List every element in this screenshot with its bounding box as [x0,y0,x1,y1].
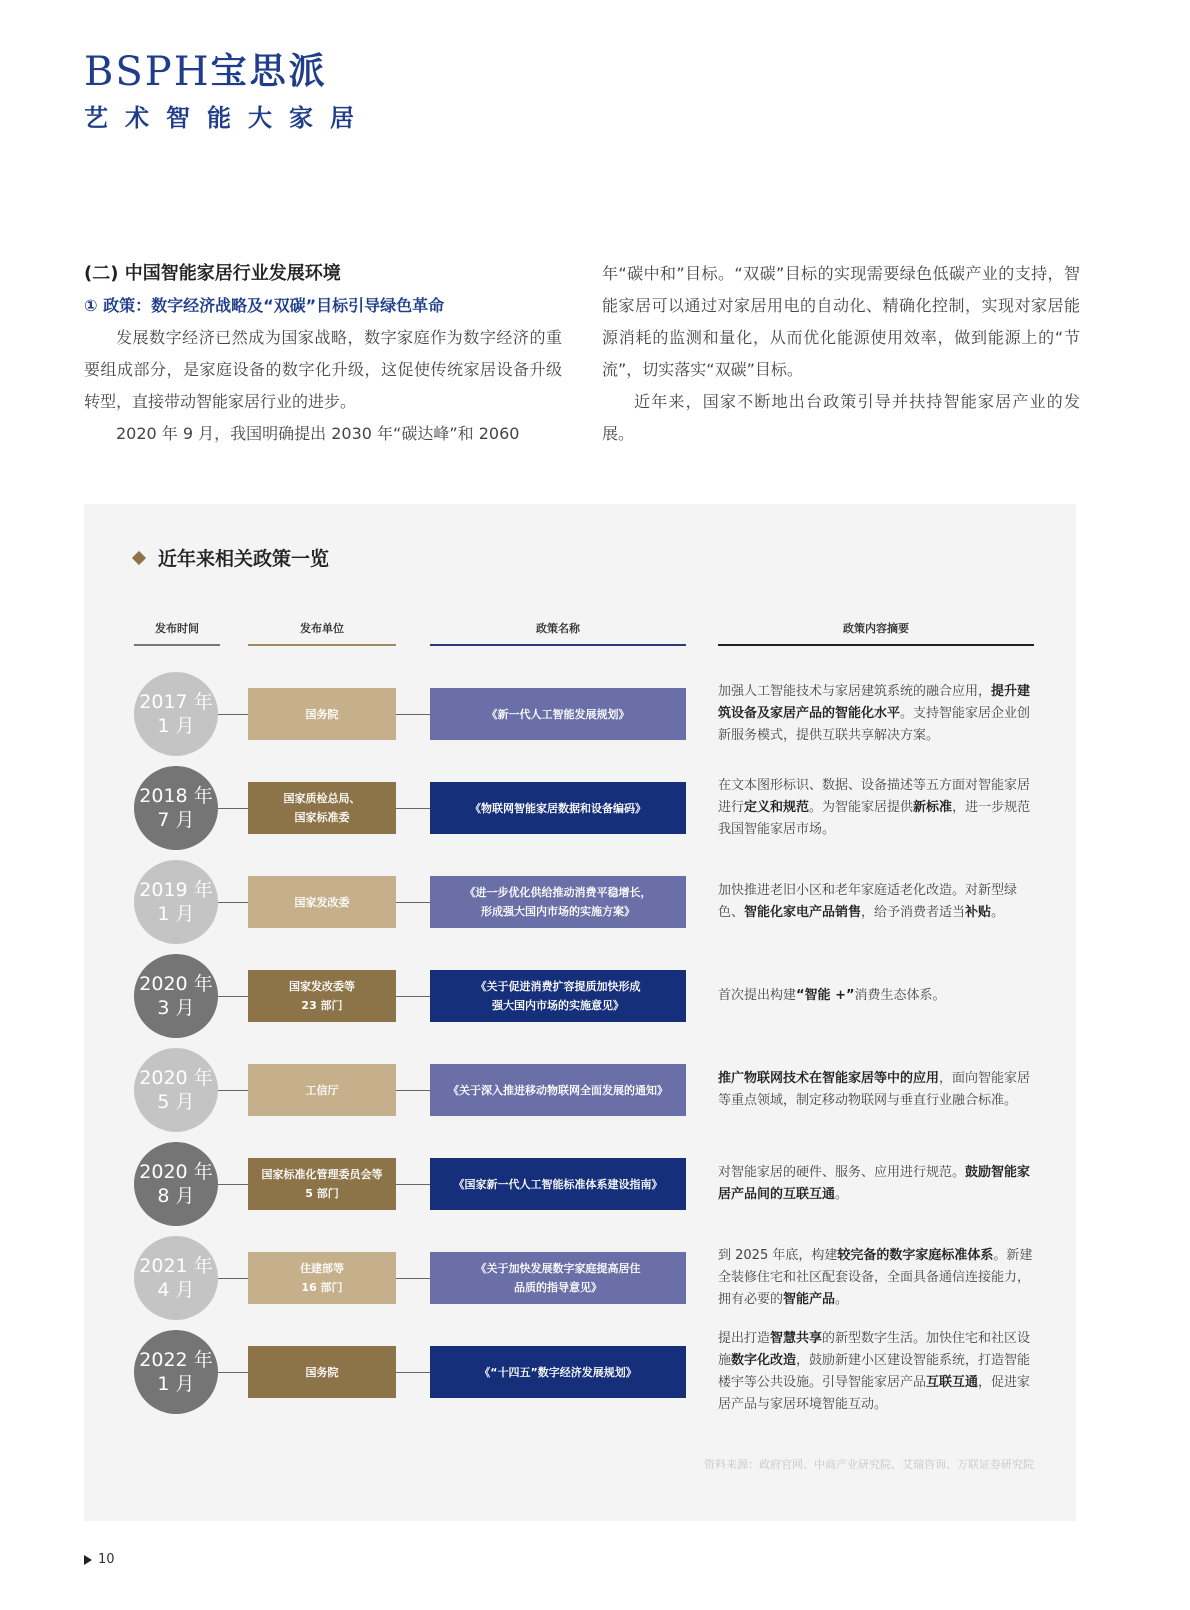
date-month: 1 月 [157,1373,195,1395]
section-heading: (二) 中国智能家居行业发展环境 [84,263,341,284]
policy-name-text: 形成强大国内市场的实施方案》 [481,905,635,918]
policy-name-box [430,1158,686,1210]
date-month: 5 月 [157,1091,195,1113]
issuer-text: 国家标准化管理委员会等 [261,1168,383,1181]
summary-highlight: 智能化家电产品销售 [744,905,862,920]
policy-name-box [430,1346,686,1398]
policy-row [84,1044,1076,1136]
summary-highlight: 较完备的数字家庭标准体系 [837,1248,994,1263]
date-circle [134,766,218,850]
issuer-box [248,970,396,1022]
summary-text: 。为智能家居提供 [809,800,914,815]
summary-highlight: 智能产品 [783,1292,836,1307]
connector-line [218,1278,248,1279]
summary-highlight: “智能 +” [796,988,855,1003]
date-month: 1 月 [157,903,195,925]
date-year: 2022 年 [139,1349,213,1371]
section-subheading: ① 政策：数字经济战略及“双碳”目标引导绿色革命 [84,296,445,315]
diamond-icon [132,550,146,564]
policy-summary [718,1245,1034,1311]
issuer-box [248,688,396,740]
connector-line [396,1184,430,1185]
summary-text: 加强人工智能技术与家居建筑系统的融合应用， [718,684,992,699]
summary-text: 。 [991,905,1005,920]
policy-row [84,856,1076,948]
date-circle [134,860,218,944]
issuer-text: 国家发改委 [294,895,350,909]
issuer-text: 16 部门 [301,1281,343,1294]
policy-name-box [430,688,686,740]
paragraph-4: 近年来，国家不断地出台政策引导并扶持智能家居产业的发展。 [602,392,1080,443]
paragraph-2: 2020 年 9 月，我国明确提出 2030 年“碳达峰”和 2060 [116,424,520,443]
issuer-text: 工信厅 [305,1083,339,1097]
policy-name-box [430,1064,686,1116]
connector-line [218,902,248,903]
connector-line [396,1278,430,1279]
issuer-box [248,1252,396,1304]
policy-name-text: 《进一步优化供给推动消费平稳增长， [464,886,652,899]
connector-line [218,1184,248,1185]
issuer-text: 国家质检总局、 [283,792,361,805]
policy-name-box [430,782,686,834]
summary-text: ，面向智能家居等重点领域，制定移动物联网与垂直行业融合标准。 [718,1071,1031,1108]
issuer-box [248,1064,396,1116]
date-year: 2018 年 [139,785,213,807]
article-left-column [84,258,562,450]
panel-title [134,544,329,571]
summary-text: 首次提出构建 [718,988,797,1003]
source-note: 资料来源：政府官网、中商产业研究院、艾瑞咨询、万联证券研究院 [704,1458,1034,1471]
policy-row [84,1138,1076,1230]
header-time: 发布时间 [134,620,220,646]
policy-name-text: 《国家新一代人工智能标准体系建设指南》 [453,1177,663,1191]
summary-text: 在文本图形标识、数据、设备描述等五方面对智能家居进行 [718,778,1031,815]
date-circle [134,954,218,1038]
date-month: 7 月 [157,809,195,831]
policy-name-text: 《关于深入推进移动物联网全面发展的通知》 [448,1083,668,1097]
summary-text: 加快推进老旧小区和老年家庭适老化改造。对新型绿色、 [718,883,1018,920]
date-circle [134,672,218,756]
policy-name-text: 强大国内市场的实施意见》 [492,999,624,1012]
issuer-box [248,782,396,834]
header-summary: 政策内容摘要 [718,620,1034,646]
policy-name-box [430,876,686,928]
policy-name-text: 品质的指导意见》 [514,1281,602,1294]
issuer-text: 国家发改委等 [289,980,355,993]
header-name: 政策名称 [430,620,686,646]
summary-text: 对智能家居的硬件、服务、应用进行规范。 [718,1165,966,1180]
issuer-text: 住建部等 [300,1262,344,1275]
date-month: 4 月 [157,1279,195,1301]
connector-line [396,1372,430,1373]
connector-line [218,1090,248,1091]
policy-name-text: 《关于促进消费扩容提质加快形成 [475,980,641,993]
summary-highlight: 新标准 [913,800,953,815]
date-month: 1 月 [157,715,195,737]
summary-highlight: 提升建筑设备及家居产品的智能化水平 [718,684,1031,721]
summary-highlight: 补贴 [965,905,992,920]
summary-highlight: 互联互通 [926,1375,979,1390]
issuer-text: 5 部门 [305,1187,339,1200]
issuer-text: 国务院 [305,707,339,721]
issuer-text: 国务院 [305,1365,339,1379]
policy-panel [84,504,1076,1521]
policy-name-box [430,1252,686,1304]
policy-name-box [430,970,686,1022]
policy-summary [718,880,1034,924]
policy-row [84,762,1076,854]
date-month: 3 月 [157,997,195,1019]
paragraph-3: 年“碳中和”目标。“双碳”目标的实现需要绿色低碳产业的支持，智能家居可以通过对家居用电的自动化、精确化控制，实现对家居能源消耗的监测和量化，从而优化能源使用效率，做到能源上的“节流”，切实落实“双碳”目标。 [602,264,1080,379]
date-year: 2020 年 [139,973,213,995]
summary-highlight: 推广物联网技术在智能家居等中的应用 [718,1071,940,1086]
connector-line [396,1090,430,1091]
policy-summary [718,775,1034,841]
issuer-box [248,1158,396,1210]
summary-text: 。 [835,1292,849,1307]
policy-name-text: 《关于加快发展数字家庭提高居住 [475,1262,641,1275]
policy-row [84,668,1076,760]
summary-text: ，促进家居产品与家居环境智能互动。 [718,1375,1031,1412]
logo-latin: BSPH [84,49,211,95]
date-year: 2021 年 [139,1255,213,1277]
connector-line [396,808,430,809]
date-circle [134,1236,218,1320]
date-year: 2020 年 [139,1067,213,1089]
date-circle [134,1142,218,1226]
summary-text: 消费生态体系。 [854,988,946,1003]
summary-text: 。新建全装修住宅和社区配套设备，全面具备通信连接能力，拥有必要的 [718,1248,1033,1307]
date-year: 2019 年 [139,879,213,901]
connector-line [218,714,248,715]
date-year: 2020 年 [139,1161,213,1183]
policy-row [84,1326,1076,1418]
policy-summary [718,681,1034,747]
connector-line [396,996,430,997]
connector-line [218,1372,248,1373]
connector-line [218,808,248,809]
logo-subtitle: 艺术智能大家居 [84,104,371,132]
issuer-box [248,876,396,928]
summary-highlight: 鼓励智能家居产品间的互联互通 [718,1165,1031,1202]
date-circle [134,1048,218,1132]
policy-summary [718,1162,1034,1206]
panel-title-text: 近年来相关政策一览 [158,548,330,570]
connector-line [396,714,430,715]
page-number [84,1552,115,1567]
policy-summary [718,1068,1034,1112]
date-circle [134,1330,218,1414]
issuer-box [248,1346,396,1398]
page-number-text: 10 [98,1552,115,1567]
issuer-text: 国家标准委 [294,811,350,824]
issuer-text: 23 部门 [301,999,343,1012]
summary-text: ，鼓励新建小区建设智能系统，打造智能楼宇等公共设施。引导智能家居产品 [718,1353,1031,1390]
summary-highlight: 定义和规范 [744,800,810,815]
summary-text: 提出打造 [718,1331,771,1346]
summary-text: 的新型数字生活。加快住宅和社区设施 [718,1331,1031,1368]
policy-summary [718,1328,1034,1416]
summary-text: ，进一步规范我国智能家居市场。 [718,800,1031,837]
logo-chinese: 宝思派 [210,51,328,92]
policy-summary [718,985,1034,1007]
date-year: 2017 年 [139,691,213,713]
triangle-icon [84,1555,92,1565]
summary-text: 到 2025 年底，构建 [718,1248,838,1263]
policy-name-text: 《新一代人工智能发展规划》 [486,707,630,721]
header-unit: 发布单位 [248,620,396,646]
paragraph-1: 发展数字经济已然成为国家战略，数字家庭作为数字经济的重要组成部分，是家庭设备的数字化升级，这促使传统家居设备升级转型，直接带动智能家居行业的进步。 [84,328,562,411]
summary-highlight: 智慧共享 [770,1331,823,1346]
connector-line [218,996,248,997]
policy-name-text: 《物联网智能家居数据和设备编码》 [470,801,646,815]
policy-row [84,950,1076,1042]
summary-text: 。 [835,1187,849,1202]
article-right-column [602,258,1080,450]
policy-name-text: 《“十四五”数字经济发展规划》 [479,1365,637,1379]
date-month: 8 月 [157,1185,195,1207]
summary-highlight: 数字化改造 [731,1353,797,1368]
summary-text: 。支持智能家居企业创新服务模式，提供互联共享解决方案。 [718,706,1031,743]
policy-row [84,1232,1076,1324]
summary-text: ，给予消费者适当 [861,905,966,920]
brand-logo [84,49,371,133]
connector-line [396,902,430,903]
